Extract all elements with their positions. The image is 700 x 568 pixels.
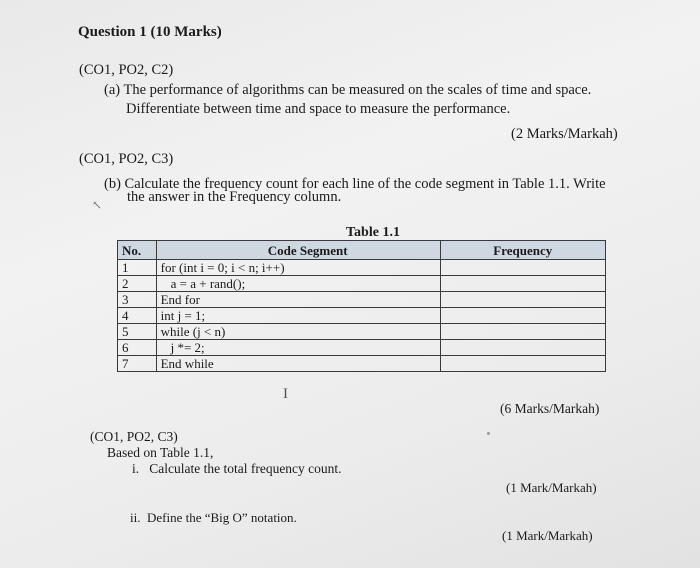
question-title: Question 1 (10 Marks) <box>78 24 222 40</box>
row-code: while (j < n) <box>156 324 440 340</box>
part-b-line1: (b) Calculate the frequency count for each line of the code segment in Table 1.1. Write <box>104 176 606 192</box>
row-frequency <box>440 276 605 292</box>
row-no: 5 <box>118 324 157 340</box>
part-c-item1: i. Calculate the total frequency count. <box>132 461 342 476</box>
row-code: End for <box>156 292 440 308</box>
part-a-marks: (2 Marks/Markah) <box>511 126 618 142</box>
code-table <box>117 240 606 372</box>
table-row <box>118 292 606 308</box>
text-cursor-icon: I <box>283 386 288 402</box>
part-b-line2: the answer in the Frequency column. <box>127 189 342 205</box>
row-no: 1 <box>118 260 157 276</box>
row-code: j *= 2; <box>156 340 440 356</box>
part-b-marks: (6 Marks/Markah) <box>500 401 600 416</box>
row-no: 2 <box>118 276 157 292</box>
row-frequency <box>440 260 605 276</box>
row-no: 6 <box>118 340 157 356</box>
part-c-item2-marks: (1 Mark/Markah) <box>502 528 593 543</box>
part-a-line1: (a) The performance of algorithms can be measured on the scales of time and space. <box>104 82 592 98</box>
header-no: No. <box>118 241 157 260</box>
row-code: int j = 1; <box>156 308 440 324</box>
table-caption: Table 1.1 <box>346 225 400 240</box>
row-frequency <box>440 324 605 340</box>
row-frequency <box>440 340 605 356</box>
header-frequency: Frequency <box>440 241 605 260</box>
row-no: 4 <box>118 308 157 324</box>
row-frequency <box>440 292 605 308</box>
row-no: 3 <box>118 292 157 308</box>
part-c-item2: ii. Define the “Big O” notation. <box>130 510 297 525</box>
part-c-intro: Based on Table 1.1, <box>107 445 214 460</box>
table-row <box>118 260 606 276</box>
table-row <box>118 308 606 324</box>
table-row <box>118 324 606 340</box>
stray-dot <box>487 432 490 435</box>
row-code: for (int i = 0; i < n; i++) <box>156 260 440 276</box>
table-row <box>118 356 606 372</box>
pen-mark: ↖ <box>92 198 103 212</box>
row-code: a = a + rand(); <box>156 276 440 292</box>
part-b-clo: (CO1, PO2, C3) <box>79 151 174 167</box>
part-a-line2: Differentiate between time and space to measure the performance. <box>126 101 511 117</box>
table-row <box>118 340 606 356</box>
row-code: End while <box>156 356 440 372</box>
part-c-item1-marks: (1 Mark/Markah) <box>506 480 597 495</box>
header-code-segment: Code Segment <box>156 241 440 260</box>
row-frequency <box>440 356 605 372</box>
table-row <box>118 276 606 292</box>
row-frequency <box>440 308 605 324</box>
part-a-clo: (CO1, PO2, C2) <box>79 62 174 78</box>
row-no: 7 <box>118 356 157 372</box>
part-c-clo: (CO1, PO2, C3) <box>90 429 178 444</box>
